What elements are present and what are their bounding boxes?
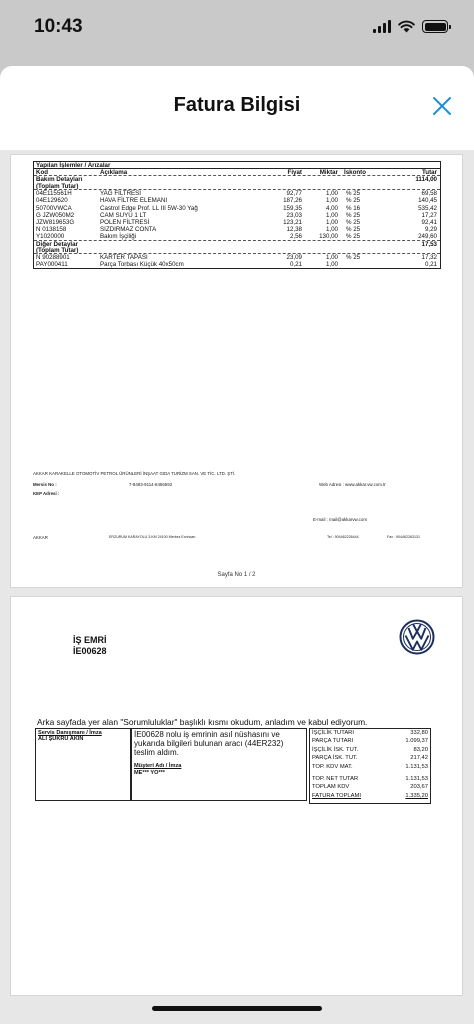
totals-value: 83,20 (413, 746, 428, 753)
cell-fiyat: 23,03 (286, 211, 302, 219)
cell-tutar: 535,42 (418, 204, 437, 212)
page-number-1: Sayfa No 1 / 2 (217, 572, 256, 578)
cell-desc: KARTER TAPASI (100, 254, 148, 262)
table-row (34, 254, 440, 261)
cell-miktar: 1,00 (325, 211, 338, 219)
customer-receipt-text: İE00628 nolu iş emrinin asıl nüshasını ve yukarıda bilgileri bulunan aracı (44ER232) teslim aldım. (134, 730, 284, 757)
cell-fiyat: 23,09 (286, 254, 302, 262)
email-address: E-mail : mail@akkarvw.com (313, 517, 367, 522)
cell-tutar: 69,58 (421, 190, 437, 198)
cell-isk: % 16 (346, 204, 361, 212)
cell-desc: HAVA FİLTRE ELEMANI (100, 197, 168, 205)
totals-value: 1.335,20 (405, 792, 428, 799)
cell-isk: % 25 (346, 211, 361, 219)
cell-fiyat: 2,56 (289, 232, 302, 240)
diger-rows (34, 254, 440, 268)
status-bar (0, 0, 474, 60)
pdf-page-1 (10, 154, 463, 588)
sheet-title: Fatura Bilgisi (173, 94, 301, 116)
totals-label: İŞÇİLİK TUTARI (312, 730, 354, 736)
cell-fiyat: 92,77 (286, 190, 302, 198)
cell-fiyat: 0,21 (289, 261, 302, 269)
mersis-value: 7-8483-9114-8456592 (129, 482, 173, 487)
cell-tutar: 92,41 (421, 218, 437, 226)
status-time: 10:43 (34, 16, 83, 37)
invoice-sheet (0, 66, 474, 1024)
footer-akkar: AKKAR (33, 535, 48, 540)
cell-isk: % 25 (346, 197, 361, 205)
cell-fiyat: 123,21 (283, 218, 302, 226)
totals-label: TOP. KDV MAT. (312, 763, 353, 770)
cell-kod: PAY000411 (36, 261, 68, 269)
totals-value: 332,80 (410, 730, 428, 736)
bakim-rows (34, 190, 440, 240)
cell-kod: G JZW050M2 (36, 211, 75, 219)
cell-isk: % 25 (346, 190, 361, 198)
service-advisor-label: Servis Danışmanı / İmza (38, 730, 102, 736)
footer-tel: Tel : 904462226444 (327, 535, 359, 539)
totals-label: FATURA TOPLAMI (312, 792, 361, 799)
footer-address: ERZURUM KARAYOLU 3.KM 24100 Merkez Erzincan (109, 535, 196, 539)
cell-miktar: 1,00 (325, 218, 338, 226)
customer-signature-label: Müşteri Adı / İmza (134, 763, 182, 769)
customer-receipt-box (131, 728, 307, 801)
operations-table-title: Yapılan İşlemler / Arızalar (34, 162, 440, 169)
totals-value: 217,42 (410, 755, 428, 762)
bakim-section-subtitle: (Toplam Tutar) (34, 183, 440, 190)
totals-label: TOPLAM KDV (312, 784, 350, 791)
totals-value: 203,67 (410, 784, 428, 791)
footer-fax: Fax : 904462263131 (387, 535, 420, 539)
status-icons (373, 20, 448, 33)
cell-miktar: 1,00 (325, 190, 338, 198)
cell-miktar: 1,00 (325, 197, 338, 205)
table-row (34, 197, 440, 204)
home-indicator[interactable] (152, 1006, 322, 1011)
totals-row (312, 776, 428, 784)
battery-icon (422, 20, 448, 33)
acceptance-statement: Arka sayfada yer alan "Sorumluluklar" başlıklı kısmı okudum, anladım ve kabul ediyorum. (37, 717, 368, 727)
cell-miktar: 1,00 (325, 225, 338, 233)
sheet-header (0, 66, 474, 150)
work-order-title: İŞ EMRİ İE00628 (73, 635, 107, 656)
table-row (34, 226, 440, 233)
cell-isk: % 25 (346, 218, 361, 226)
totals-row (312, 738, 428, 746)
cell-tutar: 249,60 (418, 232, 437, 240)
cell-fiyat: 12,38 (286, 225, 302, 233)
diger-section-title: Diğer Detaylar 17,53 (34, 240, 440, 247)
totals-row (312, 793, 428, 801)
cell-tutar: 17,27 (421, 211, 437, 219)
customer-name: ME*** YO*** (134, 770, 165, 776)
cell-miktar: 1,00 (325, 261, 338, 269)
cell-tutar: 17,32 (421, 254, 437, 262)
diger-section-subtitle: (Toplam Tutar) (34, 247, 440, 254)
cell-kod: N 90288901 (36, 254, 70, 262)
cell-isk: % 25 (346, 225, 361, 233)
table-row (34, 205, 440, 212)
totals-row (312, 784, 428, 792)
totals-row (312, 730, 428, 738)
operations-table (33, 161, 441, 269)
totals-box (309, 728, 431, 804)
service-advisor-box (35, 728, 131, 801)
totals-row (312, 755, 428, 763)
cell-desc: POLEN FİLTRESİ (100, 218, 150, 226)
wifi-icon (398, 20, 415, 33)
cell-desc: SIZDIRMAZ CONTA (100, 225, 157, 233)
cell-isk: % 25 (346, 232, 361, 240)
totals-row (312, 764, 428, 772)
service-advisor-name: ALİ ŞÜKRÜ AKIN (38, 736, 84, 742)
cell-desc: Parça Torbası Küçük 40x50cm (100, 261, 184, 269)
cell-desc: Castrol Edge Prof. LL III 5W-30 Yağ (100, 204, 198, 212)
web-address: Web Adresi : www.akkar.vw.com.tr (319, 482, 386, 487)
totals-label: İŞÇİLİK İSK. TUT. (312, 746, 359, 753)
cell-miktar: 1,00 (325, 254, 338, 262)
table-row (34, 219, 440, 226)
cell-isk: % 25 (346, 254, 361, 262)
cell-kod: Y1020000 (36, 232, 65, 240)
pdf-viewer[interactable] (0, 150, 474, 1024)
close-icon[interactable] (428, 92, 456, 120)
cell-kod: N 0138158 (36, 225, 67, 233)
cell-miktar: 4,00 (325, 204, 338, 212)
table-row (34, 233, 440, 240)
table-row (34, 261, 440, 268)
cell-tutar: 9,29 (424, 225, 437, 233)
kep-label: KEP Adresi : (33, 491, 60, 496)
cell-kod: JZW819653G (36, 218, 75, 226)
cell-tutar: 0,21 (424, 261, 437, 269)
cell-tutar: 140,45 (418, 197, 437, 205)
cell-desc: YAĞ FİLTRESİ (100, 190, 142, 198)
cell-kod: 04E115561H (36, 190, 72, 198)
cell-miktar: 130,00 (319, 232, 338, 240)
cell-desc: CAM SUYU 1 LT (100, 211, 147, 219)
company-name: AKKAR KARAKELLE OTOMOTİV PETROL ÜRÜNLERİ İNŞAAT GIDA TURİZM SAN. VE TİC. LTD. ŞTİ. (33, 471, 236, 476)
cellular-signal-icon (373, 20, 391, 33)
totals-value: 1.131,53 (405, 763, 428, 770)
cell-fiyat: 159,35 (283, 204, 302, 212)
table-row (34, 190, 440, 197)
pdf-page-2 (10, 596, 463, 996)
cell-fiyat: 187,26 (283, 197, 302, 205)
cell-desc: Bakım İşçiliği (100, 232, 137, 240)
operations-table-header: Kod Açıklama Fiyat Miktar İskonto Tutar (34, 169, 440, 176)
mersis-label: Mersis No : (33, 482, 57, 487)
totals-label: PARÇA İSK. TUT. (312, 755, 358, 762)
totals-value: 1.099,37 (405, 738, 428, 745)
totals-row (312, 747, 428, 755)
cell-kod: 50700VWCA (36, 204, 72, 212)
cell-kod: 04E129620 (36, 197, 68, 205)
totals-value: 1.131,53 (405, 775, 428, 782)
totals-label: PARÇA TUTARI (312, 738, 354, 745)
volkswagen-logo-icon (399, 619, 435, 655)
bakim-section-title: Bakım Detayları 1114,00 (36, 176, 437, 184)
table-row (34, 212, 440, 219)
totals-label: TOP. NET TUTAR (312, 775, 359, 782)
